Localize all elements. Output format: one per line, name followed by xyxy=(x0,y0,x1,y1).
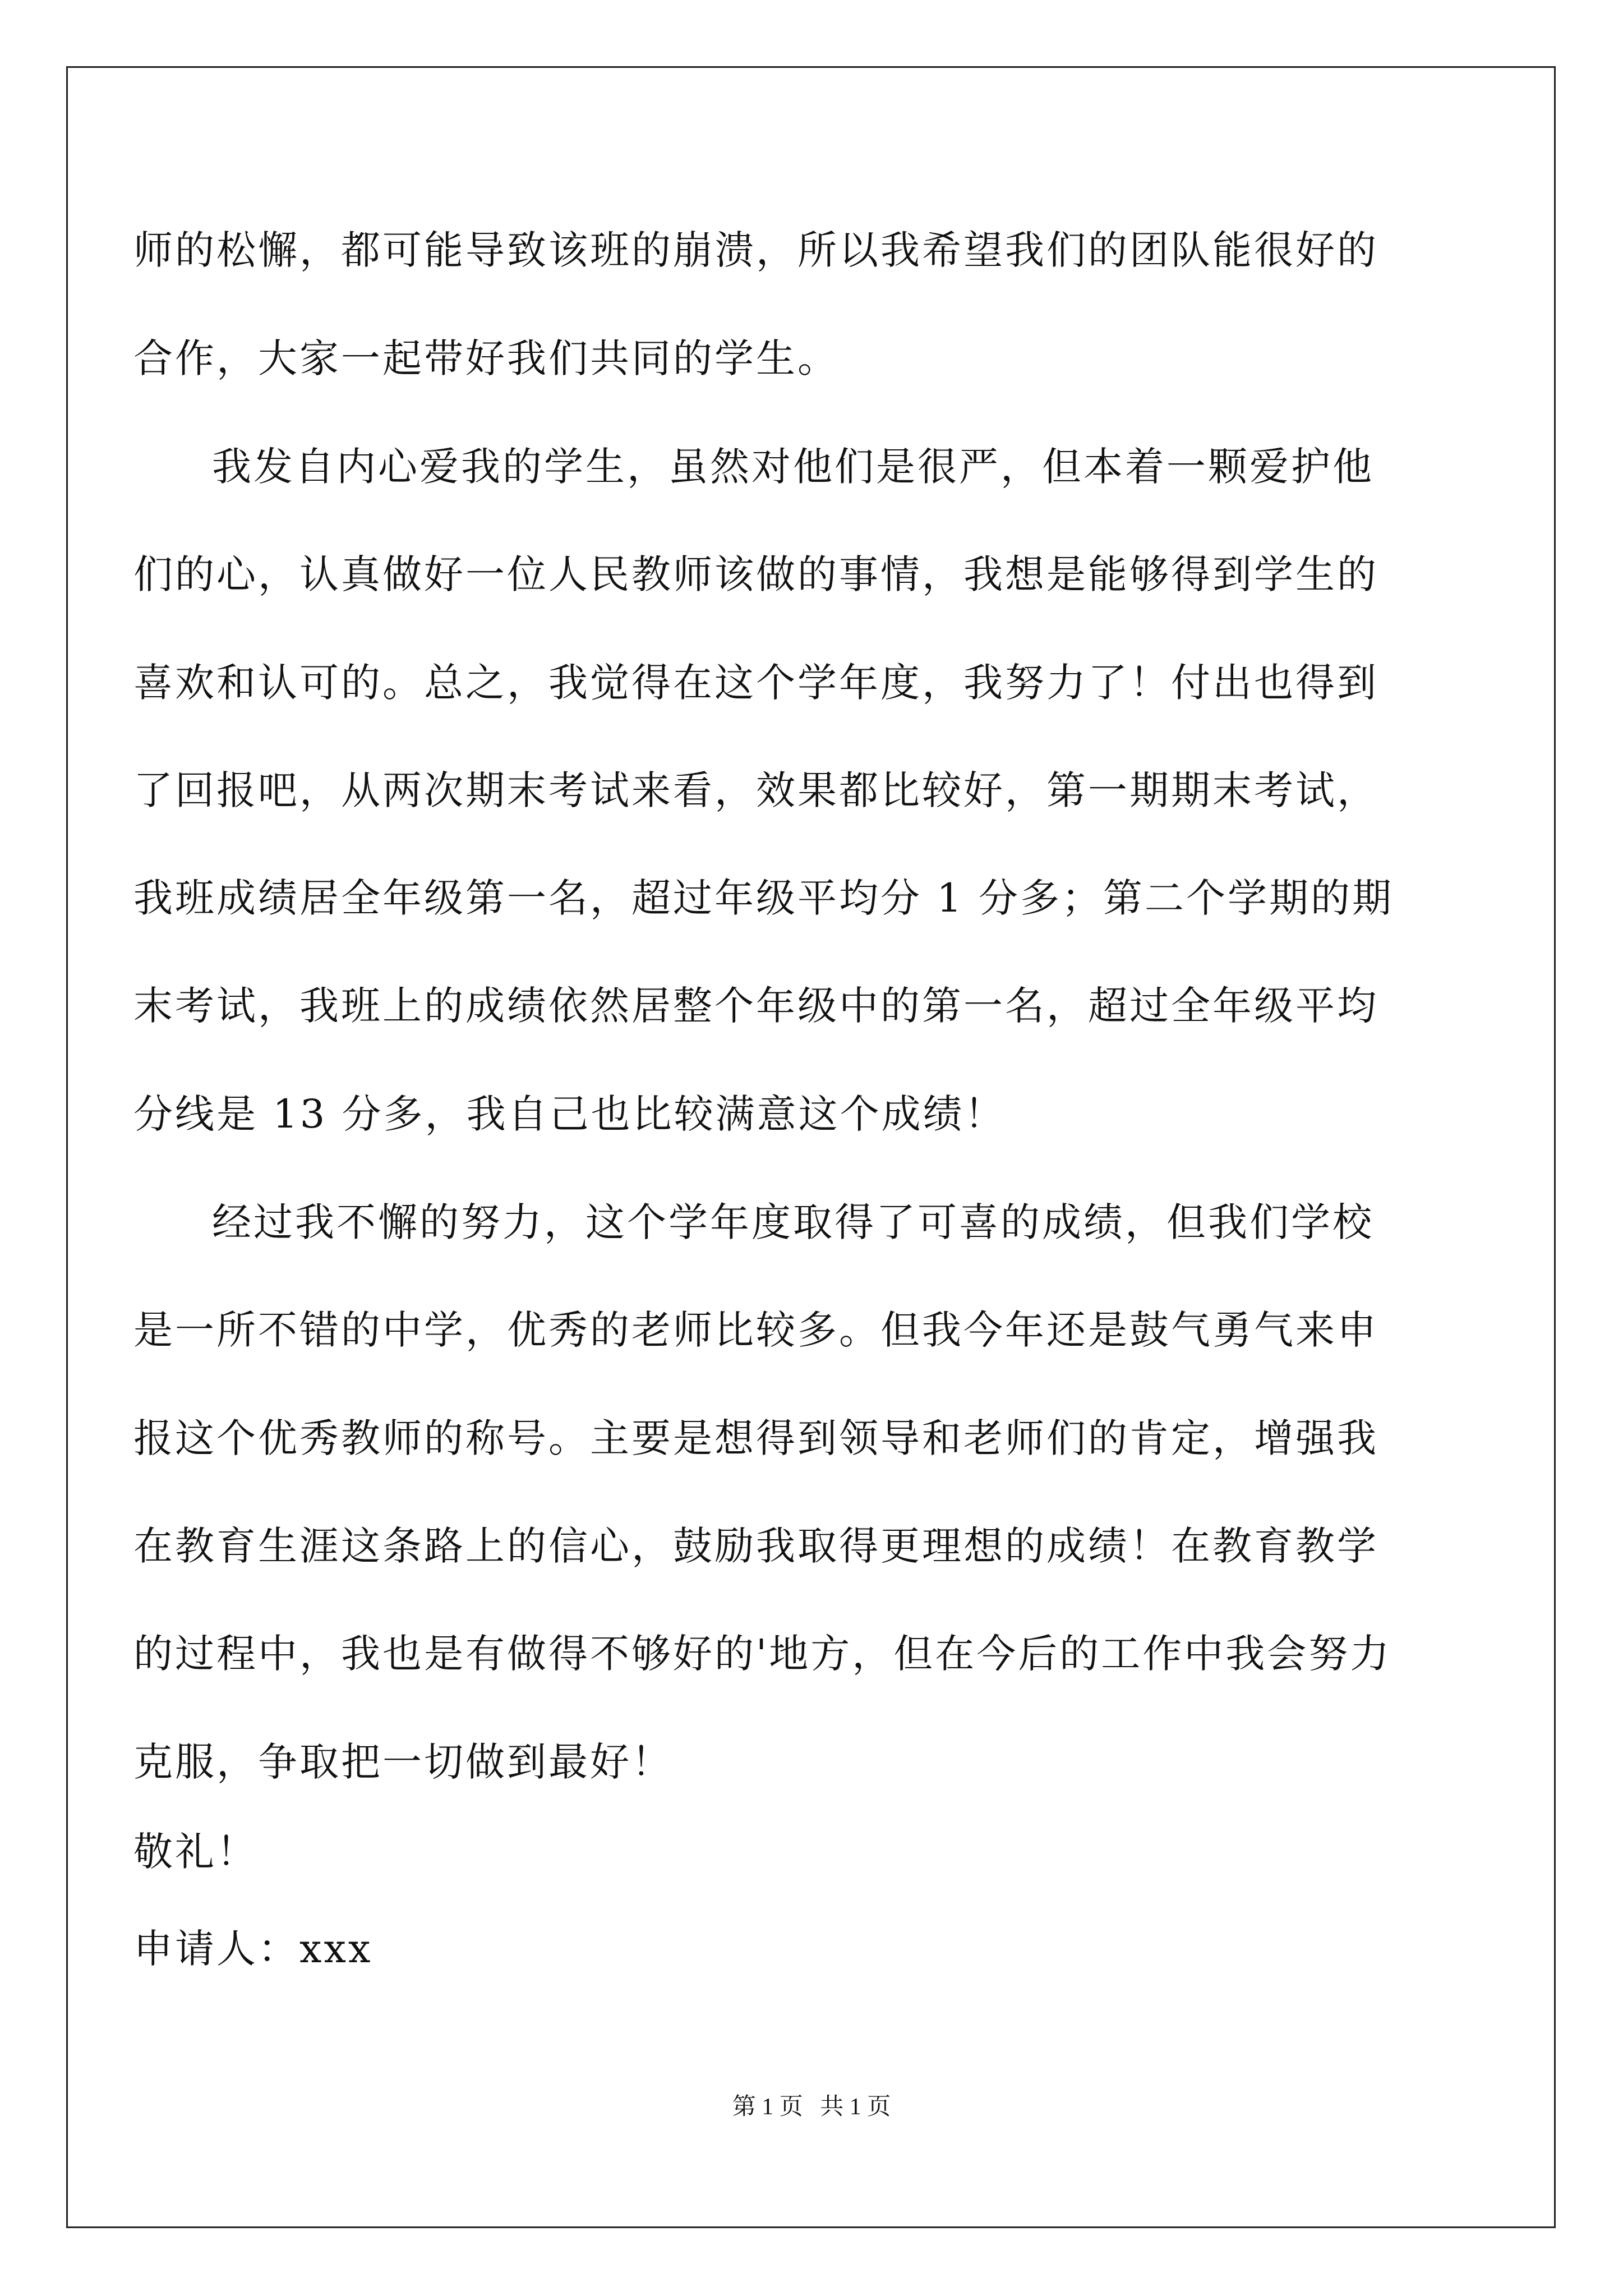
paragraph-start-line: 经过我不懈的努力，这个学年度取得了可喜的成绩，但我们学校 xyxy=(212,1199,1374,1245)
page-footer xyxy=(0,2091,1623,2123)
text-line: 报这个优秀教师的称号。主要是想得到领导和老师们的肯定，增强我 xyxy=(133,1415,1378,1461)
text-line: 克服，争取把一切做到最好！ xyxy=(133,1739,673,1785)
text-line: 我班成绩居全年级第一名，超过年级平均分 1 分多；第二个学期的期 xyxy=(133,875,1394,921)
text-line: 了回报吧，从两次期末考试来看，效果都比较好，第一期期末考试， xyxy=(133,767,1378,813)
page-frame xyxy=(66,66,1556,2228)
page-total: 共 1 页 xyxy=(820,2094,891,2120)
applicant-signature: 申请人：xxx xyxy=(133,1926,373,1972)
page-number: 第 1 页 xyxy=(732,2094,803,2120)
text-line: 末考试，我班上的成绩依然居整个年级中的第一名，超过全年级平均 xyxy=(133,983,1378,1029)
text-line: 的过程中，我也是有做得不够好的'地方，但在今后的工作中我会努力 xyxy=(133,1631,1392,1677)
text-line: 合作，大家一起带好我们共同的学生。 xyxy=(133,335,839,381)
closing-salutation: 敬礼！ xyxy=(133,1829,258,1875)
text-line: 师的松懈，都可能导致该班的崩溃，所以我希望我们的团队能很好的 xyxy=(133,227,1378,273)
text-line: 在教育生涯这条路上的信心，鼓励我取得更理想的成绩！在教育教学 xyxy=(133,1523,1378,1569)
text-line: 是一所不错的中学，优秀的老师比较多。但我今年还是鼓气勇气来申 xyxy=(133,1307,1378,1353)
text-line: 们的心，认真做好一位人民教师该做的事情，我想是能够得到学生的 xyxy=(133,551,1378,597)
paragraph-start-line: 我发自内心爱我的学生，虽然对他们是很严，但本着一颗爱护他 xyxy=(212,444,1374,490)
text-line: 喜欢和认可的。总之，我觉得在这个学年度，我努力了！付出也得到 xyxy=(133,660,1378,706)
text-line: 分线是 13 分多，我自己也比较满意这个成绩！ xyxy=(133,1091,1006,1137)
